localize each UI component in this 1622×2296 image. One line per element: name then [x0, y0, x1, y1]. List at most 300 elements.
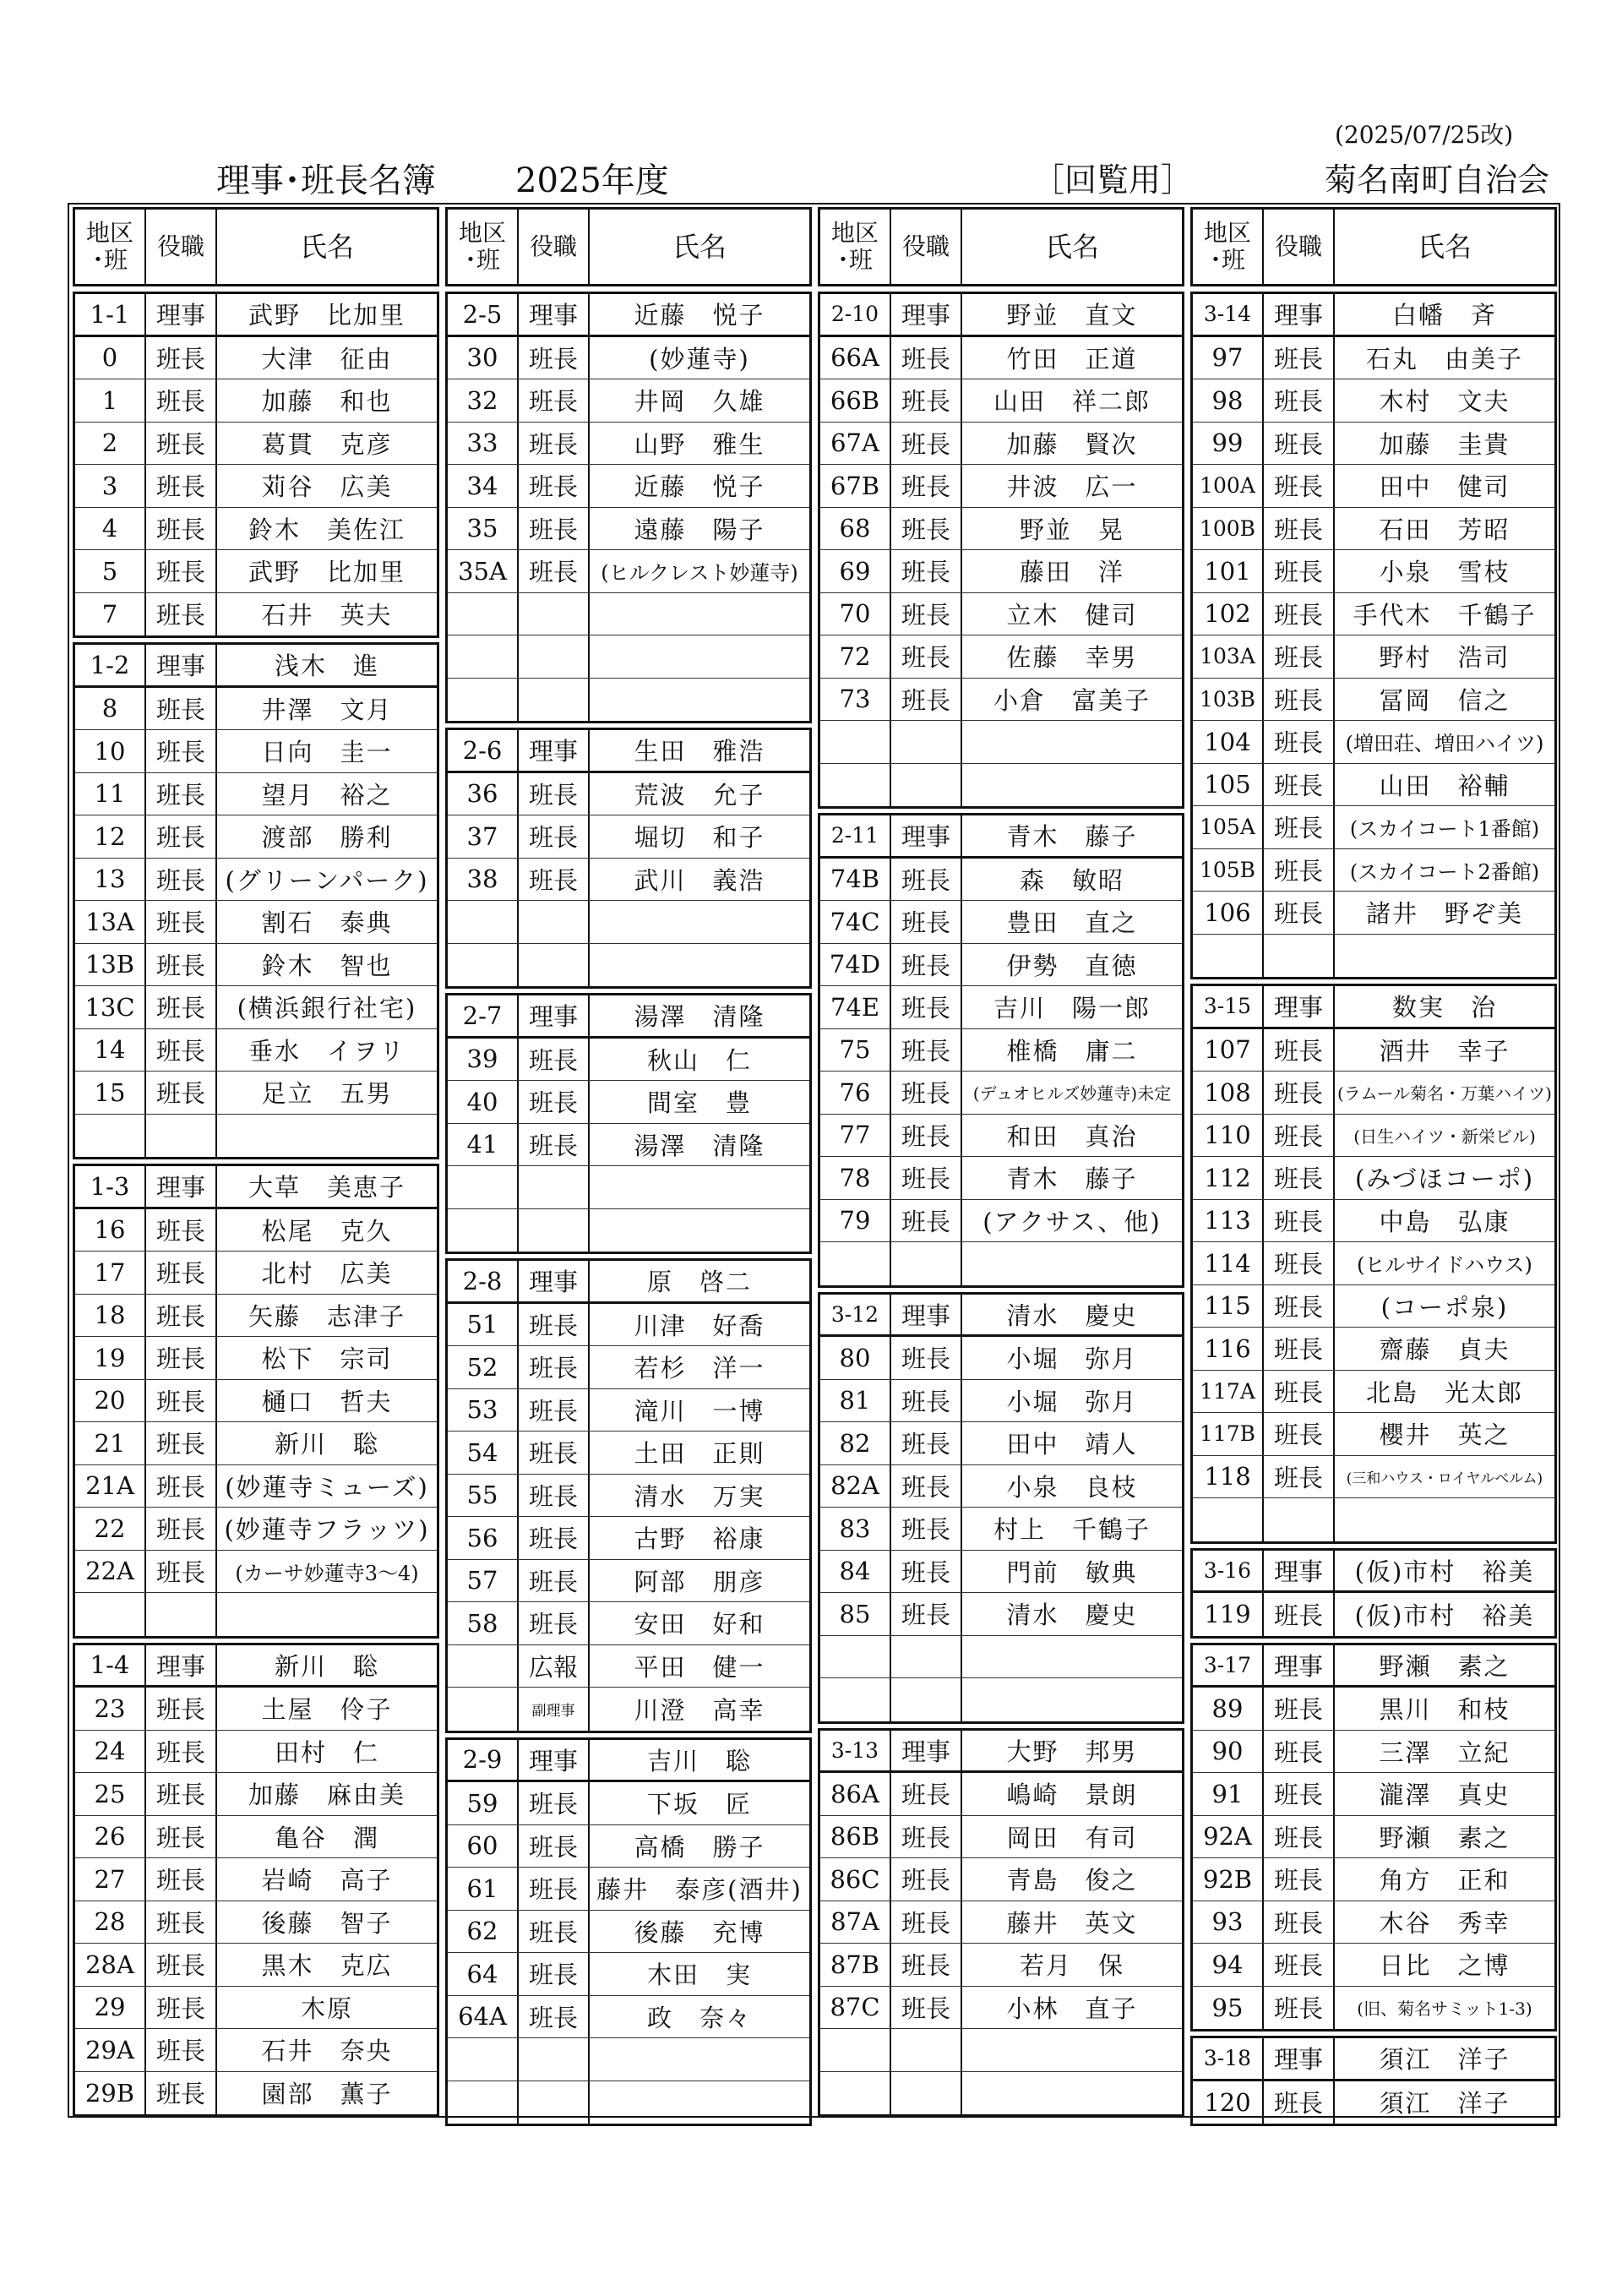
- table-row: [820, 2029, 1182, 2072]
- area-cell: 74C: [820, 901, 891, 943]
- role-cell: 班長: [146, 901, 217, 943]
- name-header: 氏名: [1417, 230, 1472, 263]
- role-cell: 班長: [519, 1039, 590, 1081]
- area-cell: 73: [820, 679, 891, 721]
- area-cell: 118: [1193, 1456, 1264, 1498]
- area-cell: [75, 1593, 146, 1636]
- director-row: [448, 1740, 809, 1783]
- role-cell: 班長: [1264, 1816, 1335, 1858]
- name-cell: 矢藤 志津子: [248, 1301, 406, 1331]
- table-row: [1193, 1901, 1554, 1944]
- name-cell: [590, 944, 809, 987]
- area-cell: [820, 2072, 891, 2115]
- table-row: [75, 901, 437, 944]
- role-cell: 班長: [146, 1731, 217, 1773]
- name-cell: 須江 洋子: [1379, 2045, 1510, 2075]
- role-cell: 副理事: [519, 1688, 590, 1731]
- table-row: [75, 1029, 437, 1072]
- director-row: [1193, 1645, 1554, 1688]
- role-cell: 班長: [891, 944, 962, 986]
- role-cell: 班長: [1264, 1901, 1335, 1944]
- role-cell: 理事: [146, 1645, 217, 1686]
- table-row: [1193, 2081, 1554, 2124]
- role-cell: [1264, 1498, 1335, 1541]
- district-group: [1190, 292, 1557, 979]
- role-cell: 班長: [519, 815, 590, 858]
- table-row: [448, 508, 809, 551]
- name-cell: 井波 広一: [1006, 472, 1138, 502]
- area-cell: 2: [75, 423, 146, 465]
- table-row: [75, 1380, 437, 1423]
- area-cell: 117B: [1193, 1413, 1264, 1455]
- name-cell: [1335, 1498, 1554, 1541]
- role-cell: 班長: [1264, 635, 1335, 678]
- area-cell: 2-11: [820, 815, 891, 856]
- table-row: [1193, 1242, 1554, 1285]
- role-cell: 班長: [146, 1773, 217, 1815]
- role-cell: 班長: [146, 1551, 217, 1593]
- area-cell: 3-12: [820, 1295, 891, 1335]
- area-cell: 11: [75, 773, 146, 815]
- name-cell: 黒川 和枝: [1379, 1695, 1510, 1725]
- director-row: [448, 730, 809, 773]
- area-cell: 97: [1193, 337, 1264, 379]
- area-cell: 64: [448, 1953, 519, 1995]
- name-cell: (増田荘、増田ハイツ): [1345, 732, 1544, 756]
- table-row: [1193, 508, 1554, 551]
- role-cell: 班長: [146, 1422, 217, 1464]
- area-cell: [1193, 1498, 1264, 1541]
- role-cell: 班長: [519, 1475, 590, 1517]
- table-row: [1193, 764, 1554, 807]
- area-cell: 86C: [820, 1858, 891, 1901]
- table-row: [75, 1115, 437, 1158]
- name-cell: (コーポ泉): [1380, 1292, 1509, 1322]
- column-header: [818, 207, 1184, 286]
- role-cell: 班長: [146, 1295, 217, 1337]
- director-row: [75, 1645, 437, 1688]
- name-cell: 松下 宗司: [261, 1344, 393, 1374]
- role-cell: 班長: [146, 2029, 217, 2071]
- role-cell: 班長: [519, 1602, 590, 1644]
- name-cell: 角方 正和: [1379, 1866, 1510, 1895]
- area-cell: 117A: [1193, 1371, 1264, 1413]
- role-cell: [891, 1242, 962, 1285]
- role-cell: 理事: [1264, 294, 1335, 335]
- area-cell: 39: [448, 1039, 519, 1081]
- table-row: [1193, 1456, 1554, 1499]
- role-cell: 班長: [146, 2072, 217, 2115]
- name-cell: (妙蓮寺): [649, 344, 750, 374]
- table-row: [75, 773, 437, 816]
- role-cell: 班長: [891, 1773, 962, 1815]
- table-row: [448, 1911, 809, 1954]
- table-row: [448, 773, 809, 816]
- name-cell: 山田 裕輔: [1379, 771, 1510, 800]
- table-row: [448, 1645, 809, 1688]
- area-cell: 76: [820, 1072, 891, 1114]
- name-cell: 秋山 仁: [646, 1045, 752, 1075]
- role-cell: 班長: [1264, 849, 1335, 892]
- area-cell: 62: [448, 1911, 519, 1953]
- role-cell: 班長: [146, 730, 217, 772]
- name-cell: 原 啓二: [646, 1268, 752, 1297]
- role-cell: 班長: [891, 1422, 962, 1464]
- role-cell: 理事: [146, 294, 217, 335]
- table-row: [75, 1816, 437, 1859]
- table-row: [448, 1166, 809, 1209]
- role-cell: [1264, 935, 1335, 978]
- name-cell: 岡田 有司: [1006, 1823, 1138, 1852]
- area-cell: 82A: [820, 1465, 891, 1508]
- role-cell: 班長: [891, 593, 962, 635]
- name-cell: (グリーンパーク): [225, 865, 429, 895]
- name-cell: 生田 雅浩: [634, 737, 765, 766]
- role-cell: 理事: [146, 1166, 217, 1207]
- area-cell: 114: [1193, 1242, 1264, 1284]
- table-row: [820, 1337, 1182, 1380]
- table-row: [75, 1551, 437, 1594]
- name-cell: 浅木 進: [274, 652, 379, 681]
- role-cell: 班長: [519, 465, 590, 507]
- area-cell: 85: [820, 1593, 891, 1635]
- role-cell: [519, 944, 590, 987]
- table-row: [75, 1593, 437, 1636]
- area-cell: 40: [448, 1081, 519, 1123]
- role-cell: 班長: [146, 1072, 217, 1114]
- name-cell: [962, 2029, 1182, 2071]
- name-cell: 小林 直子: [1006, 1993, 1138, 2023]
- area-cell: [448, 679, 519, 722]
- name-cell: 平田 健一: [634, 1652, 765, 1682]
- area-cell: 59: [448, 1782, 519, 1824]
- table-row: [448, 944, 809, 987]
- area-cell: 119: [1193, 1593, 1264, 1636]
- area-cell: 100A: [1193, 465, 1264, 507]
- role-cell: 班長: [146, 1508, 217, 1550]
- area-cell: 108: [1193, 1072, 1264, 1114]
- role-cell: 班長: [146, 1816, 217, 1858]
- table-row: [75, 1209, 437, 1252]
- district-group: [1190, 1548, 1557, 1639]
- table-row: [448, 2038, 809, 2081]
- area-header: 地区 ･班: [448, 210, 519, 284]
- table-row: [75, 859, 437, 902]
- organization-name: 菊名南町自治会: [1325, 161, 1550, 199]
- table-row: [448, 1304, 809, 1347]
- name-cell: 椎橋 庸二: [1006, 1036, 1138, 1066]
- name-cell: 近藤 悦子: [634, 301, 765, 330]
- name-cell: (妙蓮寺ミューズ): [225, 1472, 429, 1502]
- area-cell: 89: [1193, 1688, 1264, 1730]
- name-cell: 山野 雅生: [634, 429, 765, 459]
- name-cell: 野並 晃: [1019, 515, 1124, 544]
- area-cell: 37: [448, 815, 519, 858]
- name-cell: 白幡 斉: [1391, 301, 1497, 330]
- role-cell: 班長: [1264, 1371, 1335, 1413]
- role-cell: 班長: [519, 1124, 590, 1166]
- table-row: [820, 901, 1182, 944]
- area-cell: 105A: [1193, 806, 1264, 848]
- role-cell: 班長: [1264, 1593, 1335, 1636]
- name-cell: 木谷 秀幸: [1379, 1908, 1510, 1938]
- area-cell: 30: [448, 337, 519, 379]
- district-group: [73, 642, 439, 1159]
- area-cell: [820, 721, 891, 763]
- area-cell: 60: [448, 1825, 519, 1868]
- role-cell: 班長: [1264, 892, 1335, 934]
- area-cell: 110: [1193, 1115, 1264, 1157]
- area-cell: 57: [448, 1560, 519, 1602]
- table-row: [820, 1465, 1182, 1508]
- area-cell: 2-7: [448, 995, 519, 1036]
- area-cell: [820, 1678, 891, 1721]
- name-cell: 酒井 幸子: [1379, 1036, 1510, 1066]
- role-cell: 班長: [146, 593, 217, 636]
- role-cell: 班長: [891, 1115, 962, 1157]
- role-cell: 班長: [146, 1337, 217, 1379]
- name-cell: [962, 1242, 1182, 1285]
- role-cell: 班長: [146, 1029, 217, 1072]
- role-cell: 班長: [1264, 1157, 1335, 1199]
- role-cell: 班長: [1264, 1328, 1335, 1370]
- area-cell: 102: [1193, 593, 1264, 635]
- table-row: [75, 379, 437, 423]
- area-cell: 22: [75, 1508, 146, 1550]
- table-row: [820, 764, 1182, 807]
- name-cell: 湯澤 清隆: [634, 1131, 765, 1160]
- table-row: [75, 593, 437, 636]
- area-cell: 22A: [75, 1551, 146, 1593]
- name-cell: 藤田 洋: [1019, 558, 1124, 587]
- area-cell: 10: [75, 730, 146, 772]
- name-cell: 新川 聡: [274, 1430, 379, 1459]
- area-cell: 52: [448, 1346, 519, 1388]
- area-cell: 103B: [1193, 679, 1264, 721]
- director-row: [448, 995, 809, 1039]
- name-cell: 土田 正則: [634, 1439, 765, 1469]
- role-cell: 班長: [146, 688, 217, 730]
- table-row: [75, 1337, 437, 1380]
- area-cell: 66B: [820, 379, 891, 422]
- table-row: [448, 465, 809, 508]
- area-cell: 41: [448, 1124, 519, 1166]
- area-cell: 84: [820, 1551, 891, 1593]
- area-cell: 70: [820, 593, 891, 635]
- area-cell: 53: [448, 1389, 519, 1432]
- area-cell: 1-1: [75, 294, 146, 335]
- role-cell: 理事: [519, 1261, 590, 1301]
- table-row: [820, 1422, 1182, 1465]
- table-row: [448, 1475, 809, 1518]
- name-cell: 大野 邦男: [1006, 1737, 1138, 1766]
- table-row: [1193, 1328, 1554, 1371]
- role-cell: 班長: [891, 1157, 962, 1199]
- role-cell: 理事: [891, 815, 962, 856]
- area-cell: 29B: [75, 2072, 146, 2115]
- name-cell: 加藤 圭貴: [1379, 429, 1510, 459]
- name-cell: (横浜銀行社宅): [237, 994, 417, 1023]
- area-cell: 100B: [1193, 508, 1264, 550]
- area-cell: 0: [75, 337, 146, 379]
- table-row: [1193, 721, 1554, 764]
- area-cell: [820, 2029, 891, 2071]
- table-row: [75, 1944, 437, 1987]
- role-cell: 班長: [891, 550, 962, 592]
- table-row: [820, 337, 1182, 380]
- table-row: [448, 1825, 809, 1868]
- area-cell: 38: [448, 859, 519, 901]
- table-row: [448, 1081, 809, 1124]
- name-cell: 川澄 高幸: [634, 1695, 765, 1725]
- name-cell: 黒木 克広: [261, 1951, 393, 1981]
- area-cell: 14: [75, 1029, 146, 1072]
- area-cell: 74D: [820, 944, 891, 986]
- role-cell: 班長: [519, 1517, 590, 1559]
- name-cell: 渡部 勝利: [261, 823, 393, 853]
- role-cell: 班長: [146, 944, 217, 986]
- role-cell: 班長: [146, 773, 217, 815]
- name-cell: 下坂 匠: [646, 1790, 752, 1819]
- district-group: [445, 1258, 812, 1733]
- table-row: [75, 1422, 437, 1465]
- table-row: [820, 944, 1182, 987]
- table-row: [75, 688, 437, 731]
- name-cell: 須江 洋子: [1379, 2089, 1510, 2119]
- table-row: [448, 1432, 809, 1475]
- role-cell: [519, 1209, 590, 1252]
- area-cell: 13A: [75, 901, 146, 943]
- name-cell: [962, 764, 1182, 807]
- role-cell: 班長: [146, 379, 217, 422]
- name-cell: (仮)市村 裕美: [1354, 1601, 1535, 1630]
- name-cell: 武野 比加里: [248, 558, 406, 587]
- area-cell: 7: [75, 593, 146, 636]
- name-header: 氏名: [672, 230, 727, 263]
- name-cell: 土屋 伶子: [261, 1695, 393, 1725]
- role-cell: 班長: [891, 679, 962, 721]
- table-row: [75, 1252, 437, 1295]
- name-cell: 鈴木 美佐江: [248, 515, 406, 544]
- role-cell: 班長: [891, 1508, 962, 1550]
- area-cell: [448, 901, 519, 943]
- name-cell: 古野 裕康: [634, 1524, 765, 1554]
- area-cell: 2-9: [448, 1740, 519, 1781]
- table-row: [448, 1602, 809, 1645]
- role-cell: 理事: [519, 294, 590, 335]
- area-cell: 77: [820, 1115, 891, 1157]
- district-group: [73, 292, 439, 638]
- role-cell: [891, 1636, 962, 1678]
- name-header: 氏名: [299, 230, 354, 263]
- role-cell: 班長: [891, 901, 962, 943]
- role-cell: [891, 764, 962, 807]
- area-cell: 106: [1193, 892, 1264, 934]
- role-cell: 班長: [519, 1782, 590, 1824]
- area-cell: 25: [75, 1773, 146, 1815]
- role-cell: [891, 1678, 962, 1721]
- table-row: [820, 635, 1182, 679]
- name-cell: (デュオヒルズ妙蓮寺)未定: [972, 1083, 1172, 1104]
- table-row: [1193, 1688, 1554, 1731]
- name-cell: 苅谷 広美: [261, 472, 393, 502]
- area-cell: 2-5: [448, 294, 519, 335]
- role-cell: 理事: [891, 1295, 962, 1335]
- area-cell: 99: [1193, 423, 1264, 465]
- role-cell: 理事: [1264, 986, 1335, 1027]
- name-cell: 和田 真治: [1006, 1121, 1138, 1151]
- role-cell: 班長: [891, 1337, 962, 1379]
- role-cell: 班長: [146, 1252, 217, 1294]
- area-cell: 18: [75, 1295, 146, 1337]
- director-row: [1193, 986, 1554, 1029]
- table-row: [820, 1944, 1182, 1987]
- name-cell: 田村 仁: [274, 1737, 379, 1767]
- role-cell: 班長: [146, 1688, 217, 1730]
- role-cell: 理事: [146, 645, 217, 685]
- area-header: 地区 ･班: [75, 210, 146, 284]
- role-header: 役職: [146, 210, 217, 284]
- name-cell: (日生ハイツ・新栄ビル): [1353, 1126, 1536, 1147]
- table-row: [75, 423, 437, 466]
- area-cell: [448, 635, 519, 678]
- name-cell: 石井 奈央: [261, 2037, 393, 2066]
- table-row: [1193, 593, 1554, 636]
- role-cell: 班長: [1264, 2081, 1335, 2124]
- district-group: [73, 1643, 439, 2118]
- name-cell: 岩崎 高子: [261, 1866, 393, 1895]
- name-cell: 野並 直文: [1006, 301, 1138, 330]
- area-cell: 86A: [820, 1773, 891, 1815]
- role-cell: 班長: [519, 1560, 590, 1602]
- area-cell: 91: [1193, 1773, 1264, 1815]
- name-cell: 割石 泰典: [261, 908, 393, 938]
- role-cell: 班長: [891, 1858, 962, 1901]
- area-cell: 13C: [75, 986, 146, 1028]
- name-cell: [962, 2072, 1182, 2115]
- district-group: [1190, 1643, 1557, 2032]
- role-cell: [891, 2072, 962, 2115]
- role-cell: 班長: [1264, 1731, 1335, 1773]
- role-cell: 班長: [146, 1209, 217, 1252]
- area-cell: 75: [820, 1029, 891, 1072]
- table-row: [75, 1465, 437, 1508]
- role-cell: 班長: [1264, 1858, 1335, 1901]
- role-cell: [891, 721, 962, 763]
- district-group: [818, 292, 1184, 809]
- role-cell: 班長: [519, 773, 590, 815]
- name-cell: 小泉 良枝: [1006, 1472, 1138, 1502]
- area-cell: 87B: [820, 1944, 891, 1986]
- table-row: [448, 337, 809, 380]
- name-cell: 武野 比加里: [248, 301, 406, 330]
- name-cell: 藤井 英文: [1006, 1908, 1138, 1938]
- director-row: [1193, 2038, 1554, 2081]
- table-row: [448, 379, 809, 423]
- area-cell: 27: [75, 1858, 146, 1901]
- role-cell: 班長: [891, 1072, 962, 1114]
- district-group: [818, 1292, 1184, 1724]
- name-cell: 園部 薫子: [261, 2080, 393, 2109]
- table-row: [820, 1593, 1182, 1636]
- name-cell: 石井 英夫: [261, 601, 393, 630]
- district-group: [445, 1737, 812, 2127]
- role-cell: 理事: [519, 1740, 590, 1781]
- table-row: [75, 1688, 437, 1731]
- name-cell: [217, 1593, 437, 1636]
- table-row: [1193, 1157, 1554, 1200]
- area-cell: 1: [75, 379, 146, 422]
